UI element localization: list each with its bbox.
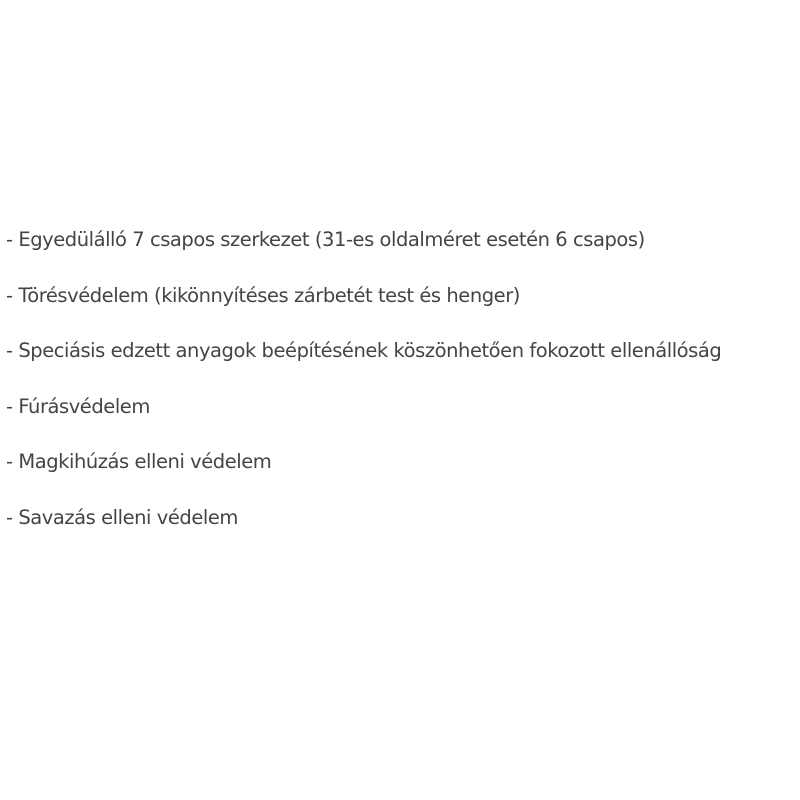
feature-acid-protection: - Savazás elleni védelem — [6, 505, 238, 529]
feature-seven-pin: - Egyedülálló 7 csapos szerkezet (31-es oldalméret esetén 6 csapos) — [6, 228, 645, 251]
feature-break-protection: - Törésvédelem (kikönnyítéses zárbetét test és henger) — [6, 283, 520, 307]
feature-pull-protection: - Magkihúzás elleni védelem — [6, 450, 272, 474]
feature-drill-protection: - Fúrásvédelem — [6, 394, 150, 418]
feature-hardened-materials: - Speciásis edzett anyagok beépítésének köszönhetően fokozott ellenállóság — [6, 339, 722, 363]
feature-list — [6, 226, 721, 532]
